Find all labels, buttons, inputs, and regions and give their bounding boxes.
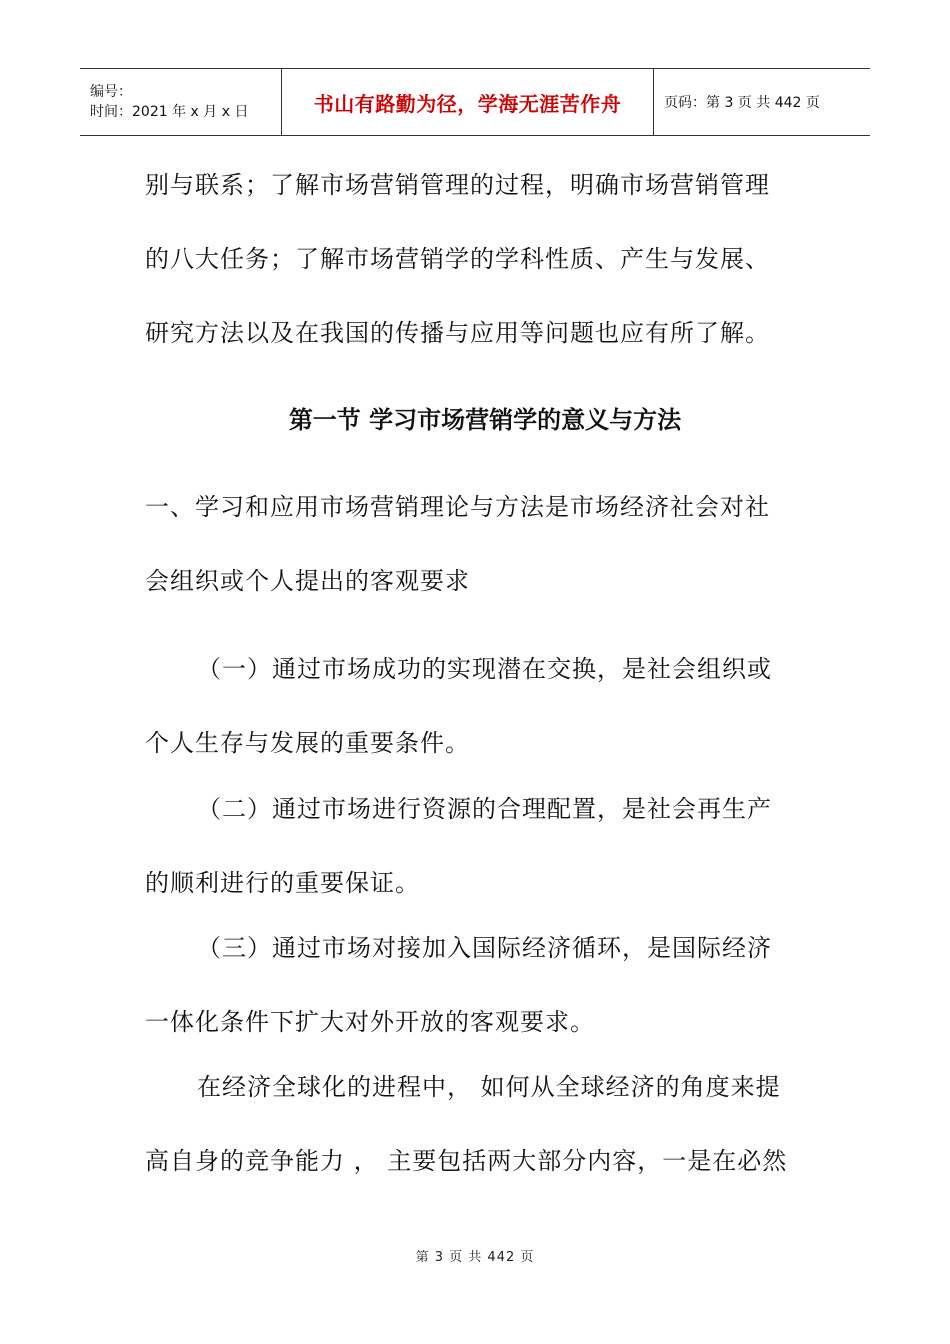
body-line-2: 的八大任务；了解市场营销学的学科性质、产生与发展、 bbox=[145, 245, 770, 273]
document-header bbox=[80, 68, 870, 136]
section-title: 第一节 学习市场营销学的意义与方法 bbox=[288, 406, 682, 434]
body-line-1: 别与联系；了解市场营销管理的过程，明确市场营销管理 bbox=[145, 171, 770, 199]
item2-line-1: （二）通过市场进行资源的合理配置，是社会再生产 bbox=[197, 795, 772, 823]
page-footer: 第 3 页 共 442 页 bbox=[415, 1250, 535, 1265]
number-label: 编号： bbox=[90, 84, 132, 100]
item3-line-2: 一体化条件下扩大对外开放的客观要求。 bbox=[145, 1008, 595, 1036]
body-line-3: 研究方法以及在我国的传播与应用等问题也应有所了解。 bbox=[145, 319, 770, 347]
motto-text: 书山有路勤为径，学海无涯苦作舟 bbox=[313, 91, 622, 116]
item1-line-2: 个人生存与发展的重要条件。 bbox=[145, 729, 470, 757]
heading1-line-1: 一、学习和应用市场营销理论与方法是市场经济社会对社 bbox=[145, 493, 770, 521]
header-motto-cell bbox=[282, 69, 654, 135]
para-line-2: 高自身的竞争能力 ， 主要包括两大部分内容，一是在必然 bbox=[145, 1147, 788, 1175]
para-line-1: 在经济全球化的进程中， 如何从全球经济的角度来提 bbox=[197, 1073, 781, 1101]
item1-line-1: （一）通过市场成功的实现潜在交换，是社会组织或 bbox=[197, 655, 772, 683]
heading1-line-2: 会组织或个人提出的客观要求 bbox=[145, 567, 470, 595]
time-label: 时间：2021 年 x 月 x 日 bbox=[90, 104, 249, 120]
page-info: 页码：第 3 页 共 442 页 bbox=[664, 95, 820, 111]
header-page-cell bbox=[654, 69, 870, 135]
item2-line-2: 的顺利进行的重要保证。 bbox=[145, 869, 420, 897]
header-meta-cell bbox=[80, 69, 282, 135]
item3-line-1: （三）通过市场对接加入国际经济循环，是国际经济 bbox=[197, 934, 772, 962]
